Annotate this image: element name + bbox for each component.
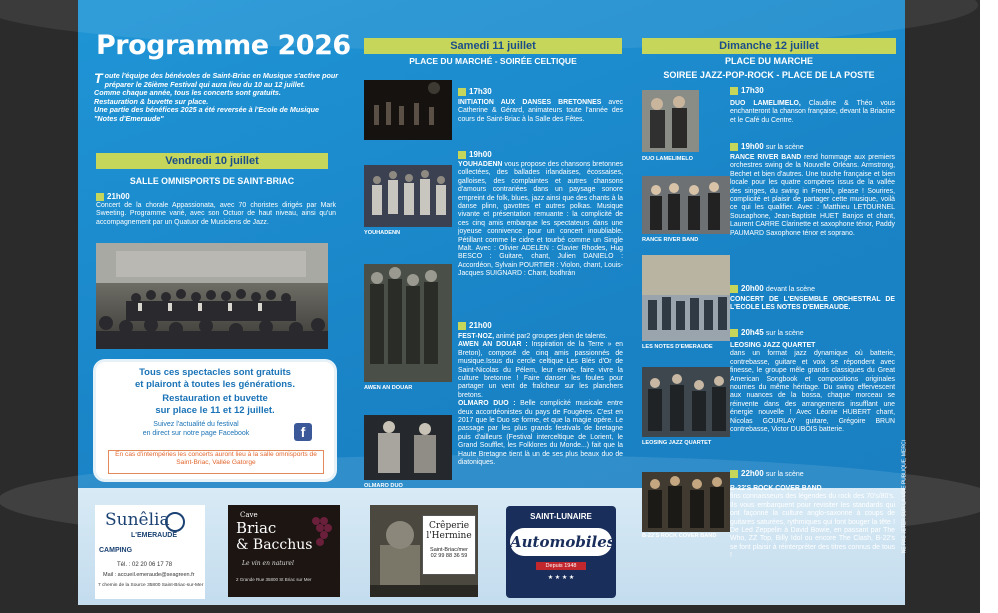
event-text: fins connaisseurs des légendes du rock des 70's/80's. Ils vous embarquent pour revisiter les standards qui ont façonné la culture anglo-saxonne à coups de guitares saturées, rythmiques qui font bouger la tête ! De Led Zeppelin à David Bowie, en passant par The Who, ZZ Top, Billy Idol ou encore The Clash, B-22's se font plaisir à réinterpréter des titres connus de tous ! [730, 493, 895, 560]
sunday-event-4 [730, 342, 895, 434]
event-title: RANCE RIVER BAND [730, 154, 802, 161]
intro-text [94, 72, 340, 124]
sunday-venue-1: PLACE DU MARCHE [724, 56, 813, 66]
weather-note: En cas d'intempéries les concerts auront lieu à la salle omnisports de Saint-Briac, Vallée Gatorge [108, 450, 324, 474]
rance-river-photo [642, 176, 730, 234]
caption-olmaro: OLMARO DUO [364, 483, 403, 489]
sunday-time-2-label: 19h00 [741, 142, 764, 151]
grape-icon [306, 511, 336, 561]
creperie-name-1: Crêperie [428, 521, 470, 531]
event-text: Claudine & Théo vous enchanteront la chanson française, devant la Briacine et le Café du Centre. [730, 100, 895, 124]
sunday-time-1 [730, 86, 764, 95]
caption-notes-emeraude: LES NOTES D'EMERAUDE [642, 344, 713, 350]
caption-rance-river: RANCE RIVER BAND [642, 237, 699, 243]
intro-p4: Une partie des bénéfices 2025 a été reversée à l'Ecole de Musique "Notes d'Emeraude" [94, 105, 320, 123]
sunelia-address: 7 chemin de la Source 35800 Saint-Briac-sur-Mer [98, 583, 204, 588]
intro-p1: oute l'équipe des bénévoles de Saint-Briac en Musique s'active pour préparer le 26ième Festival qui aura lieu du 10 au 12 juillet. [104, 71, 339, 89]
time-chip [96, 193, 104, 201]
saturday-time-1 [458, 87, 492, 96]
sunday-venue-2: SOIREE JAZZ-POP-ROCK - PLACE DE LA POSTE [663, 70, 875, 80]
b22-photo-illustration [642, 472, 730, 532]
olmaro-photo [364, 415, 452, 480]
sunday-time-4 [730, 328, 804, 337]
sunday-event-3 [730, 296, 895, 313]
notes-emeraude-photo [642, 255, 730, 341]
creperie-card [422, 515, 476, 575]
notes-emeraude-photo-illustration [642, 255, 730, 341]
sunday-time-3 [730, 284, 815, 293]
saturday-time-2-label: 19h00 [469, 150, 492, 159]
promo-line2: et plairont à toutes les générations. [135, 378, 295, 390]
cave-name-1: Briac [236, 519, 277, 537]
time-chip [730, 87, 738, 95]
event-text: dans un format jazz dynamique où batterie, contrebasse, guitare et voix se répondent avec finesse, le groupe mêle grands classiques du Great American Songbook et compositions originales nourries du même héritage. Du swing effervescent aux nuances de la bossa, chaque morceau se réinvente dans des arrangements insufflant une énergie nouvelle ! Avec Léonie HUBERT chant, Nicolas GOURLAY guitare, Grégoire BRUN contrebasse, Victor DUBOIS batterie. [730, 350, 895, 434]
cave-label: Cave [240, 511, 258, 519]
vertical-note: NE PAS JETER SUR LA VOIE PUBLIQUE, MERCI [901, 440, 907, 554]
time-chip [730, 143, 738, 151]
event-title: LEOSING JAZZ QUARTET [730, 342, 816, 349]
time-chip [458, 88, 466, 96]
caption-awen: AWEN AN DOUAR [364, 385, 413, 391]
cave-address: 2 Grande Rue 35800 St Briac sur Mer [236, 577, 312, 582]
time-suffix: sur la scène [765, 330, 804, 337]
caption-lamelimelo: DUO LAMELIMELO [642, 156, 693, 162]
choir-photo-illustration [96, 243, 328, 349]
saturday-venue: PLACE DU MARCHÉ - SOIRÉE CELTIQUE [409, 56, 577, 66]
sunelia-subtitle: L'EMERAUDE [131, 532, 177, 539]
intro-p3: Restauration & buvette sur place. [94, 96, 209, 106]
auto-brand-2: Automobiles [510, 528, 612, 556]
time-suffix: sur la scène [765, 471, 804, 478]
caption-b22: B-22'S ROCK COVER BAND [642, 533, 717, 539]
awen-photo [364, 264, 452, 382]
b22-photo [642, 472, 730, 532]
event-title: FEST-NOZ, [458, 333, 494, 340]
event-text: animé par2 groupes plein de talents. [493, 333, 608, 340]
saturday-time-3-label: 21h00 [469, 321, 492, 330]
page-title: Programme 2026 [96, 30, 351, 61]
friday-header: Vendredi 10 juillet [96, 153, 328, 169]
facebook-line2: en direct sur notre page Facebook [142, 429, 250, 437]
sponsor-creperie[interactable] [370, 505, 478, 597]
event-text: Inspiration de la Terre » en Breton), composé de cinq amis passionnés de musique.Issus du cercle celtique Les Blés d'Or de Saint-Nicolas du Pélem, leur envie, faire vivre la culture bretonne ! Faire danser les foules pour partager un vent de fraîcheur sur les planchers bretons. [458, 341, 623, 399]
time-chip [730, 285, 738, 293]
sunelia-phone: Tél. : 02 20 06 17 78 [117, 562, 173, 568]
info-box [96, 362, 334, 479]
lamelimelo-photo [642, 90, 699, 152]
awen-photo-illustration [364, 264, 452, 382]
time-suffix: devant la scène [765, 286, 815, 293]
sunday-event-5 [730, 485, 895, 561]
intro-p2: Comme chaque année, tous les concerts sont gratuits. [94, 88, 281, 98]
youhadenn-photo [364, 165, 452, 227]
event-title: CONCERT DE L'ENSEMBLE ORCHESTRAL DE L'ECOLE LES NOTES D'EMERAUDE. [730, 296, 895, 312]
auto-since: Depuis 1948 [536, 562, 586, 570]
cave-name-2: & Bacchus [236, 537, 313, 553]
creperie-name-2: l'Hermine [426, 531, 472, 541]
friday-venue: SALLE OMNISPORTS DE SAINT-BRIAC [129, 176, 295, 186]
facebook-line1: Suivez l'actualité du festival [153, 421, 239, 428]
sunelia-logo-text: Sunêlia [105, 510, 170, 530]
lamelimelo-photo-illustration [642, 90, 699, 152]
saturday-event-1 [458, 99, 623, 124]
caption-leosing: LEOSING JAZZ QUARTET [642, 440, 712, 446]
friday-time-label: 21h00 [107, 192, 130, 201]
sponsor-automobiles[interactable] [506, 506, 616, 598]
dance-photo-illustration [364, 80, 452, 140]
leosing-photo [642, 367, 730, 437]
event-title: AWEN AN DOUAR : [458, 341, 528, 349]
creperie-location: Saint-Briac/mer [430, 547, 468, 553]
sponsor-briac-bacchus[interactable] [228, 505, 340, 597]
sunday-header: Dimanche 12 juillet [642, 38, 896, 54]
caption-youhadenn: YOUHADENN [364, 230, 401, 236]
olmaro-photo-illustration [364, 415, 452, 480]
sunday-time-5 [730, 469, 804, 478]
time-chip [458, 151, 466, 159]
friday-text: Concert de la chorale Appassionata, avec 70 choristes dirigés par Mark Sweeting. Programme varié, avec son Octuor de haut niveau, ainsi qu'un accompagnement par un Quatuor de Musiciens de Jazz. [96, 202, 336, 226]
sunday-time-3-label: 20h00 [741, 284, 764, 293]
leosing-photo-illustration [642, 367, 730, 437]
time-chip [730, 329, 738, 337]
auto-stars-icon: ★ ★ ★ ★ [547, 575, 575, 581]
sunelia-logo-icon [165, 512, 185, 532]
time-suffix: sur la scène [765, 144, 804, 151]
saturday-time-1-label: 17h30 [469, 87, 492, 96]
saturday-time-3 [458, 321, 492, 330]
drop-cap: T [94, 70, 103, 86]
friday-time [96, 192, 130, 201]
rance-river-photo-illustration [642, 176, 730, 234]
choir-photo [96, 243, 328, 349]
event-text: rend hommage aux premiers orchestres swing de la Nouvelle Orléans. Armstrong, Bechet et bien d'autres. Une touche française et bien locale pour les quatre compères issus de la vallée des singes, du swing in French, please ! Sourires, complicité et plaisir de partager cette musique, voilà ce qui les qualifier. Avec : Matthieu LETOURNEL Sousaphone, Jean-Baptiste HUET Banjos et chant, Laurent CARRE Clarinette et saxophone ténor, Paddy PAUMARD Saxophone ténor et soprano. [730, 154, 895, 237]
sunday-event-1 [730, 100, 895, 125]
bottom-frame [0, 605, 980, 613]
saturday-event-3 [458, 333, 623, 468]
sponsor-sunelia[interactable] [95, 505, 205, 599]
promo-line1: Tous ces spectacles sont gratuits [139, 367, 291, 378]
promo-line3: Restauration et buvette [162, 393, 268, 404]
dance-photo [364, 80, 452, 140]
event-text: vous propose des chansons bretonnes collectées, des ballades irlandaises, écossaises, galloises, des complaintes et autres chansons d'amours contrariées dans un paysage sonore empreint de folk, blues, jazz ainsi que des chants à la danse plinn, gavottes et autres polkas. Musique vivante et présentation remuante : la complicité de ces cinq amis embarque les spectateurs dans une joyeuse connivence pour un concert inoubliable. Pétillant comme le cidre et tourbé comme un Single Malt. Avec : Olivier ADELEN : Clavier Rhodes, Hug BESCO : Guitare, chant, Julien DANIELO : Accordéon, Sylvain POURTIER : Violon, chant, Louis-Jacques SUIGNARD : Chant, bodhrán [458, 161, 623, 278]
saturday-header: Samedi 11 juillet [364, 38, 622, 54]
creperie-phone: 02 99 88 36 59 [430, 553, 468, 559]
auto-brand-1: SAINT-LUNAIRE [530, 512, 592, 521]
sunday-time-2 [730, 142, 804, 151]
facebook-icon[interactable]: f [294, 423, 312, 441]
time-chip [730, 470, 738, 478]
event-title: DUO LAMELIMELO, [730, 100, 801, 107]
event-text: avec Catherine & Gérard, animateurs toute l'année des cours de Saint-Briac à la Salle des Fêtes. [458, 99, 623, 123]
sunday-time-5-label: 22h00 [741, 469, 764, 478]
sunday-time-1-label: 17h30 [741, 86, 764, 95]
event-title: YOUHADENN [458, 161, 503, 168]
time-chip [458, 322, 466, 330]
sunday-event-2 [730, 154, 895, 238]
youhadenn-photo-illustration [364, 165, 452, 227]
promo-line4: sur place le 11 et 12 juillet. [155, 404, 275, 416]
sunday-time-4-label: 20h45 [741, 328, 764, 337]
cave-slogan: Le vin en naturel [242, 560, 294, 567]
event-title: INITIATION AUX DANSES BRETONNES [458, 99, 602, 106]
saturday-event-2 [458, 161, 623, 279]
sunelia-camping: CAMPING [99, 547, 133, 554]
event-title: OLMARO DUO : [458, 400, 516, 408]
sunelia-email: Mail : accueil.emeraude@seagreen.fr [103, 572, 195, 578]
event-title: B-22'S ROCK COVER BAND [730, 485, 822, 492]
event-text: Belle complicité musicale entre deux accordéonistes du pays de Fougères. C'est en 2017 que le Duo se forme, et que la magie opère. Le passage par les plus grands festivals de bretagne puis d'ailleurs (Festival interceltique de Lorient, le Grand Soufflet, les Folklores du Monde...) fait que la Haute Bretagne tient là un de ses plus beaux duo de diatoniques. [458, 400, 623, 467]
saturday-time-2 [458, 150, 492, 159]
brochure [78, 0, 905, 605]
